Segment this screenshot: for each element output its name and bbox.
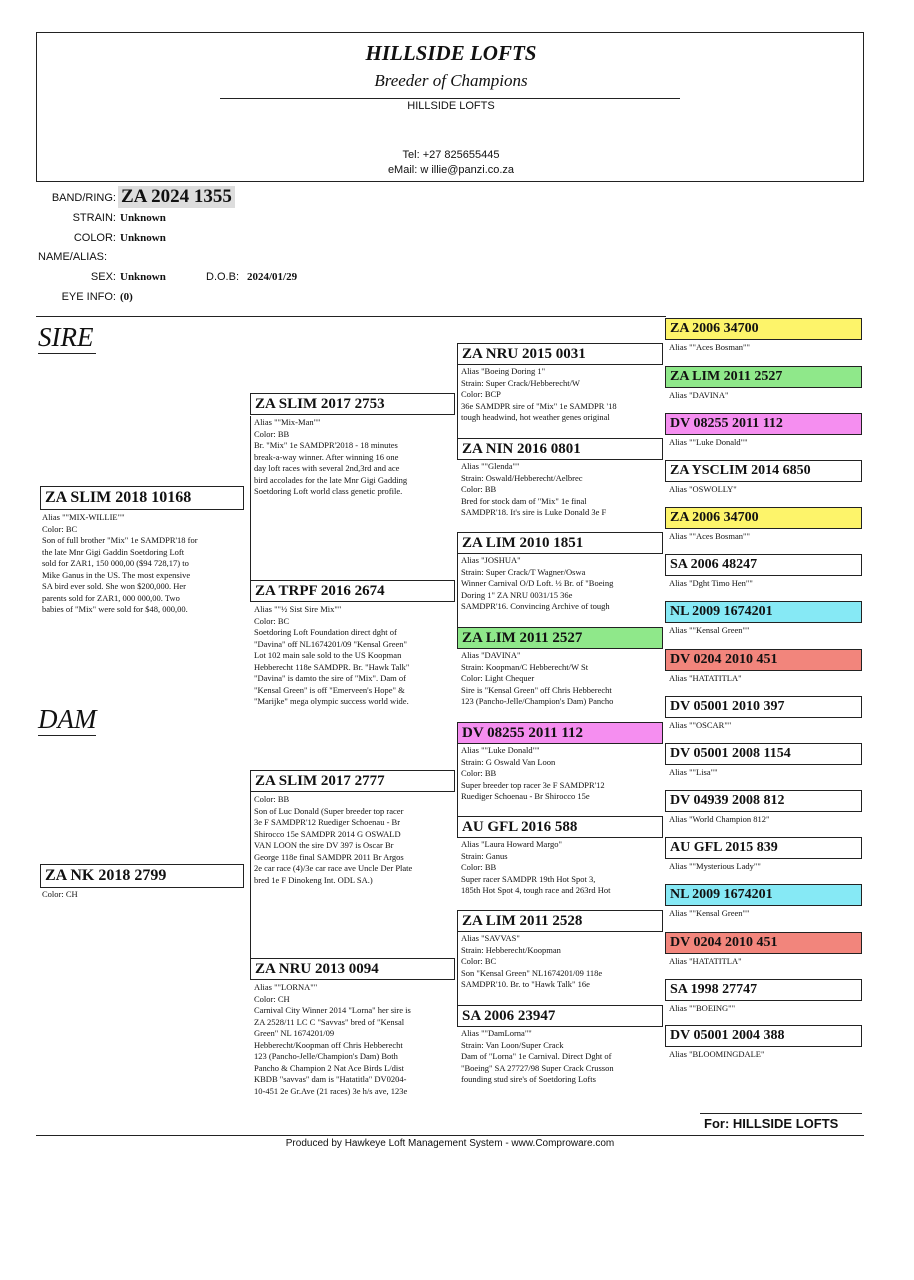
gen3-detail-line: Strain: Super Crack/Hebberecht/W [461,377,580,388]
gen3-ring: ZA LIM 2010 1851 [457,532,663,554]
dam-dam-detail-line: Carnival City Winner 2014 "Lorna" her sire is [254,1005,411,1015]
gen3-detail-line: tough headwind, hot weather genes original [461,412,610,422]
sire-sire-detail-line: Soetdoring Loft world class genetic profile. [254,486,403,496]
gen3-ring: ZA NIN 2016 0801 [457,438,663,460]
sire-dam-detail-line: Hebberecht 118e SAMDPR. Br. "Hawk Talk" [254,661,410,672]
dam-sire-detail-line: 2e car race (4)/3e car race ave Uncle Der Plate [254,863,413,873]
color-value: Unknown [120,232,166,244]
gen3-detail-line: Winner Carnival O/D Loft. ½ Br. of "Boeing [461,578,614,588]
gen4-alias: Alias "Dght Timo Hen"" [669,578,753,588]
eye-label: EYE INFO: [61,291,116,303]
gen4-alias: Alias ""Lisa"" [669,767,718,777]
gen3-detail-line: Sire is "Kensal Green" off Chris Hebberecht [461,684,612,695]
gen3-details [461,839,661,901]
gen4-alias: Alias "BLOOMINGDALE" [669,1049,765,1059]
gen4-ring: SA 1998 27747 [665,979,862,1001]
gen3-detail-line: SAMDPR'10. Br. to "Hawk Talk" 16e [461,979,590,989]
gen3-detail-line: Bred for stock dam of "Mix" 1e final [461,495,587,506]
sire-detail-line: parents sold for ZAR1, 000 000,00. Two [42,592,180,603]
gen3-detail-line: Color: BCP [461,389,501,399]
sire-heading: SIRE [38,322,94,352]
gen3-details [461,555,661,617]
strain-value: Unknown [120,212,166,224]
gen3-detail-line: founding stud sire's of Soetdoring Lofts [461,1074,596,1084]
gen3-ring: ZA LIM 2011 2528 [457,910,663,932]
sire-dam-detail-line: "Davina" off NL1674201/09 "Kensal Green" [254,638,407,649]
gen3-ring: DV 08255 2011 112 [457,722,663,744]
dam-dam-detail-line: KBDB "savvas" dam is "Hatatitla" DV0204- [254,1074,407,1084]
gen3-detail-line: Strain: Van Loon/Super Crack [461,1039,564,1050]
gen4-ring: DV 04939 2008 812 [665,790,862,812]
gen4-ring: DV 05001 2004 388 [665,1025,862,1047]
dam-sire-detail-line: VAN LOON the sire DV 397 is Oscar Br [254,840,394,850]
header-divider [220,98,680,99]
gen3-ring: AU GFL 2016 588 [457,816,663,838]
connector-sd [457,543,458,638]
sex-label: SEX: [90,271,116,283]
sire-dam-ring: ZA TRPF 2016 2674 [250,580,455,602]
connector-dd [457,921,458,1016]
sire-sire-detail-line: break-a-way winner. After winning 16 one [254,451,399,462]
gen4-ring: AU GFL 2015 839 [665,837,862,859]
sire-detail-line: Son of full brother "Mix" 1e SAMDPR'18 for [42,535,198,545]
dam-underline [38,735,96,736]
gen3-detail-line: Alias "Laura Howard Margo" [461,839,562,849]
sire-sire-detail-line: day loft races with several 2nd,3rd and ace [254,463,400,473]
dam-dam-detail-line: ZA 2528/11 LC C "Savvas" bred of "Kensal [254,1016,405,1027]
gen3-detail-line: Color: Light Chequer [461,673,535,683]
for-rule [700,1113,862,1114]
gen4-ring: DV 0204 2010 451 [665,649,862,671]
gen4-ring: DV 0204 2010 451 [665,932,862,954]
loft-name: HILLSIDE LOFTS [407,100,495,112]
connector-sire [250,416,251,596]
gen4-ring: DV 05001 2010 397 [665,696,862,718]
gen3-detail-line: "Boeing" SA 27727/98 Super Crack Crusson [461,1062,614,1073]
gen3-detail-line: Strain: Ganus [461,850,508,861]
header-box [36,32,864,182]
gen4-ring: ZA LIM 2011 2527 [665,366,862,388]
dam-sire-detail-line: Shirocco 15e SAMDPR 2014 G OSWALD [254,828,401,839]
gen3-detail-line: Alias "JOSHUA" [461,555,521,565]
gen3-detail-line: Super racer SAMDPR 19th Hot Spot 3, [461,873,596,884]
gen4-alias: Alias ""Aces Bosman"" [669,531,750,541]
gen3-details [461,366,661,428]
dam-details [42,889,247,903]
gen3-detail-line: 185th Hot Spot 4, tough race and 263rd Hot [461,885,611,895]
sire-detail-line: Mike Ganus in the US. The most expensive [42,569,191,580]
dam-sire-detail-line: bred 1e F Dinokeng Int. ODL SA.) [254,874,373,885]
dam-dam-detail-line: Color: CH [254,993,290,1004]
for-label: For: HILLSIDE LOFTS [704,1116,839,1131]
gen3-detail-line: 123 (Pancho-Jelle/Champion's Dam) Pancho [461,696,614,706]
sire-dam-detail-line: Soetdoring Loft Foundation direct dght of [254,627,397,637]
gen4-alias: Alias "World Champion 812" [669,814,770,824]
gen4-alias: Alias ""Kensal Green"" [669,625,750,635]
sire-underline [38,353,96,354]
gen3-details [461,650,661,712]
loft-subtitle: Breeder of Champions [374,71,528,90]
gen3-detail-line: SAMDPR'18. It's sire is Luke Donald 3e F [461,507,607,517]
dam-sire-details [254,794,454,912]
connector-ss [457,355,458,450]
gen4-alias: Alias "HATATITLA" [669,956,742,966]
gen3-detail-line: Color: BB [461,862,497,872]
gen3-details [461,1028,661,1090]
sire-dam-detail-line: "Marijke" mega olympic success world wide. [254,696,409,706]
sire-sire-detail-line: Color: BB [254,428,290,439]
gen4-ring: SA 2006 48247 [665,554,862,576]
dam-dam-detail-line: Green" NL 1674201/09 [254,1028,335,1038]
email: eMail: w illie@panzi.co.za [387,164,515,176]
sire-sire-ring: ZA SLIM 2017 2753 [250,393,455,415]
band-label: BAND/RING: [51,192,116,204]
gen3-detail-line: Color: BB [461,484,497,494]
telephone: Tel: +27 825655445 [402,149,500,161]
eye-value: (0) [120,291,133,303]
dob-label: D.O.B: [206,271,240,283]
dam-sire-ring: ZA SLIM 2017 2777 [250,770,455,792]
dam-dam-detail-line: Hebberecht/Koopman off Chris Hebberecht [254,1039,403,1050]
gen3-detail-line: Color: BC [461,956,497,966]
dam-sire-detail-line: Color: BB [254,794,290,804]
gen3-detail-line: Alias ""Glenda"" [461,461,520,471]
gen3-details [461,933,661,995]
gen4-alias: Alias ""Mysterious Lady"" [669,861,761,871]
gen3-detail-line: Ruediger Schoenau - Br Shirocco 15e [461,791,590,801]
sire-dam-detail-line: "Davina" is damto the sire of "Mix". Dam of [254,673,406,683]
connector-ds [457,734,458,828]
sire-dam-detail-line: Color: BC [254,615,290,626]
dam-detail-line: Color: CH [42,889,78,899]
connector-dam [250,782,251,968]
gen3-details [461,461,661,523]
sire-detail-line: babies of "Mix" were sold for $48, 000,00. [42,604,188,614]
gen3-detail-line: Alias "Boeing Doring 1" [461,366,546,376]
sire-details [42,512,247,632]
gen4-ring: DV 05001 2008 1154 [665,743,862,765]
dam-dam-ring: ZA NRU 2013 0094 [250,958,455,980]
gen3-detail-line: Strain: Super Crack/T Wagner/Oswa [461,566,586,577]
gen3-detail-line: Son "Kensal Green" NL1674201/09 118e [461,967,603,978]
gen4-ring: ZA 2006 34700 [665,318,862,340]
gen4-alias: Alias "OSWOLLY" [669,484,737,494]
sire-dam-detail-line: "Kensal Green" is off "Emerveen's Hope" & [254,684,405,695]
gen3-detail-line: Strain: Koopman/C Hebberecht/W St [461,661,589,672]
pedigree-top-rule [36,316,666,317]
gen3-ring: SA 2006 23947 [457,1005,663,1027]
loft-title: HILLSIDE LOFTS [365,41,537,65]
footer-rule [36,1135,864,1136]
sire-dam-detail-line: Lot 102 main sale sold to the US Koopman [254,650,402,660]
gen3-detail-line: Doring 1" ZA NRU 0031/15 36e [461,589,573,600]
sire-sire-detail-line: Br. "Mix" 1e SAMDPR'2018 - 18 minutes [254,440,398,450]
gen4-alias: Alias ""Kensal Green"" [669,908,750,918]
gen4-ring: ZA YSCLIM 2014 6850 [665,460,862,482]
gen4-alias: Alias "DAVINA" [669,390,729,400]
sire-detail-line: Alias ""MIX-WILLIE"" [42,512,125,522]
dam-ring: ZA NK 2018 2799 [40,864,244,888]
color-label: COLOR: [73,232,116,244]
dam-dam-detail-line: 123 (Pancho-Jelle/Champion's Dam) Both [254,1051,398,1061]
gen4-alias: Alias ""Aces Bosman"" [669,342,750,352]
gen3-detail-line: Strain: G Oswald Van Loon [461,756,556,767]
name-label: NAME/ALIAS: [38,251,108,263]
gen4-ring: ZA 2006 34700 [665,507,862,529]
gen3-detail-line: Super breeder top racer 3e F SAMDPR'12 [461,779,605,790]
gen4-alias: Alias ""Luke Donald"" [669,437,748,447]
gen3-detail-line: Alias "DAVINA" [461,650,521,660]
sire-dam-detail-line: Alias ""½ Sist Sire Mix"" [254,604,342,614]
band-value: ZA 2024 1355 [118,186,235,208]
sire-detail-line: Color: BC [42,523,78,534]
sire-detail-line: SA bird ever sold. She won $200,000. Her [42,581,187,591]
gen4-alias: Alias ""BOEING"" [669,1003,736,1013]
gen3-detail-line: Alias "SAVVAS" [461,933,520,943]
gen4-ring: DV 08255 2011 112 [665,413,862,435]
dam-sire-detail-line: 3e F SAMDPR'12 Ruediger Schoenau - Br [254,817,401,827]
dob-value: 2024/01/29 [247,271,298,283]
gen3-detail-line: Color: BB [461,768,497,778]
gen4-ring: NL 2009 1674201 [665,601,862,623]
gen3-detail-line: SAMDPR'16. Convincing Archive of tough [461,601,610,611]
gen3-ring: ZA LIM 2011 2527 [457,627,663,649]
sire-sire-detail-line: bird accolades for the late Mnr Gigi Gadding [254,474,408,485]
dam-sire-detail-line: George 118e final SAMDPR 2011 Br Argos [254,851,404,862]
gen3-details [461,745,661,807]
gen4-alias: Alias "HATATITLA" [669,673,742,683]
sex-value: Unknown [120,271,166,283]
dam-sire-detail-line: Son of Luc Donald (Super breeder top racer [254,805,404,816]
strain-label: STRAIN: [72,212,116,224]
sire-detail-line: the late Mnr Gigi Gaddin Soetdoring Loft [42,546,185,557]
sire-sire-detail-line: Alias ""Mix-Man"" [254,417,321,427]
dam-heading: DAM [38,704,97,734]
produced-by: Produced by Hawkeye Loft Management System - www.Comproware.com [285,1138,615,1149]
gen3-ring: ZA NRU 2015 0031 [457,343,663,365]
gen3-detail-line: Strain: Hebberecht/Koopman [461,944,561,955]
gen3-detail-line: 36e SAMDPR sire of "Mix" 1e SAMDPR '18 [461,400,617,411]
gen4-ring: NL 2009 1674201 [665,884,862,906]
sire-ring: ZA SLIM 2018 10168 [40,486,244,510]
gen3-detail-line: Alias ""Luke Donald"" [461,745,540,755]
sire-sire-details [254,417,454,513]
gen4-alias: Alias ""OSCAR"" [669,720,732,730]
gen3-detail-line: Dam of "Lorna" 1e Carnival. Direct Dght of [461,1051,612,1061]
dam-dam-detail-line: Pancho & Champion 2 Nat Ace Birds L/dist [254,1062,404,1073]
sire-dam-details [254,604,454,734]
gen3-detail-line: Strain: Oswald/Hebberecht/Aelbrec [461,472,583,483]
gen3-detail-line: Alias ""DamLorna"" [461,1028,532,1038]
sire-detail-line: sold for ZAR1, 150 000,00 ($94 728,17) to [42,558,189,568]
dam-dam-details [254,982,454,1122]
dam-dam-detail-line: Alias ""LORNA"" [254,982,318,992]
dam-dam-detail-line: 10-451 2e Gr.Ave (21 races) 3e h/s ave, 123e [254,1085,408,1096]
